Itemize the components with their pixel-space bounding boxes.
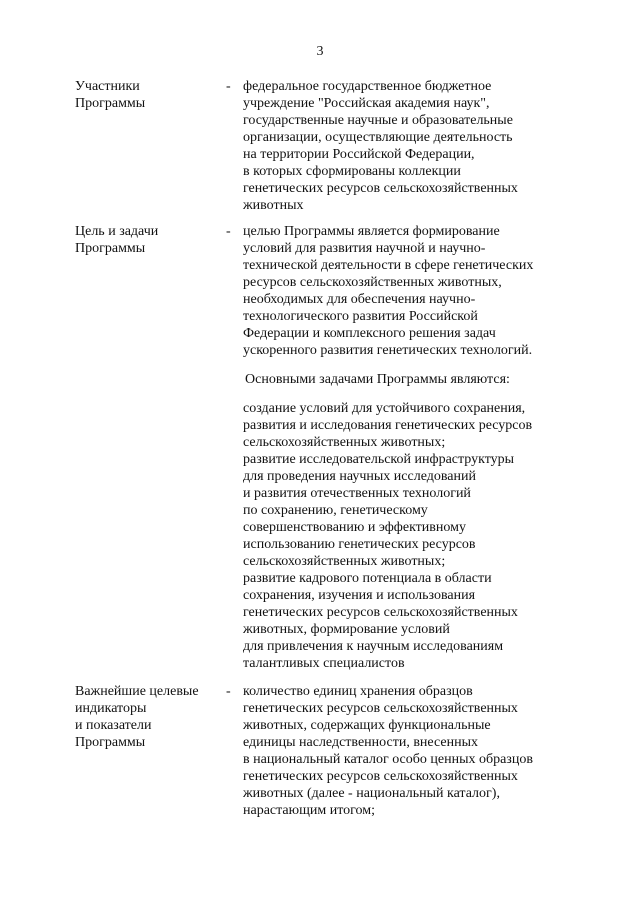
content-line: по сохранению, генетическому: [243, 503, 428, 518]
content-line: единицы наследственности, внесенных: [243, 735, 478, 750]
row-content: [243, 223, 583, 672]
content-line: учреждение "Российская академия наук",: [243, 96, 490, 111]
content-line: талантливых специалистов: [243, 656, 405, 671]
content-line: необходимых для обеспечения научно-: [243, 292, 476, 307]
row-label-line: Участники: [75, 79, 140, 94]
content-line: для проведения научных исследований: [243, 469, 476, 484]
row-label-line: и показатели: [75, 718, 152, 733]
row-dash: -: [226, 224, 231, 239]
row-content: [243, 78, 583, 214]
content-line: на территории Российской Федерации,: [243, 147, 475, 162]
content-line: условий для развития научной и научно-: [243, 241, 486, 256]
content-line: количество единиц хранения образцов: [243, 684, 473, 699]
content-line: в которых сформированы коллекции: [243, 164, 461, 179]
content-line: животных, формирование условий: [243, 622, 450, 637]
content-line: генетических ресурсов сельскохозяйственных: [243, 769, 518, 784]
row-label-line: Цель и задачи: [75, 224, 159, 239]
content-line: федеральное государственное бюджетное: [243, 79, 492, 94]
content-line: организации, осуществляющие деятельность: [243, 130, 513, 145]
content-line: развитие исследовательской инфраструктуры: [243, 452, 515, 467]
content-line: генетических ресурсов сельскохозяйственных: [243, 181, 518, 196]
content-line: ускоренного развития генетических технологий.: [243, 343, 533, 358]
content-line: животных: [243, 198, 304, 213]
tasks-heading: Основными задачами Программы являются:: [245, 372, 510, 387]
content-line: генетических ресурсов сельскохозяйственных: [243, 605, 518, 620]
content-line: развития и исследования генетических ресурсов: [243, 418, 533, 433]
content-line: сохранения, изучения и использования: [243, 588, 476, 603]
content-line: создание условий для устойчивого сохранения,: [243, 401, 526, 416]
row-label-line: Важнейшие целевые: [75, 684, 199, 699]
content-line: государственные научные и образовательные: [243, 113, 513, 128]
content-line: технологического развития Российской: [243, 309, 478, 324]
content-line: использованию генетических ресурсов: [243, 537, 476, 552]
row-label-line: Программы: [75, 735, 146, 750]
content-line: для привлечения к научным исследованиям: [243, 639, 504, 654]
row-content: [243, 683, 583, 819]
content-line: развитие кадрового потенциала в области: [243, 571, 492, 586]
row-label: [75, 78, 225, 112]
row-label: [75, 223, 225, 257]
content-line: животных, содержащих функциональные: [243, 718, 491, 733]
content-line: Федерации и комплексного решения задач: [243, 326, 496, 341]
content-line: нарастающим итогом;: [243, 803, 376, 818]
content-line: и развития отечественных технологий: [243, 486, 471, 501]
row-label-line: индикаторы: [75, 701, 147, 716]
row-dash: -: [226, 684, 231, 699]
content-line: целью Программы является формирование: [243, 224, 500, 239]
content-line: животных (далее - национальный каталог),: [243, 786, 500, 801]
row-label: [75, 683, 225, 751]
content-line: технической деятельности в сфере генетических: [243, 258, 534, 273]
page-number: 3: [316, 44, 324, 59]
content-line: в национальный каталог особо ценных образцов: [243, 752, 533, 767]
row-label-line: Программы: [75, 96, 146, 111]
content-line: совершенствованию и эффективному: [243, 520, 466, 535]
content-line: сельскохозяйственных животных;: [243, 554, 446, 569]
content-line: ресурсов сельскохозяйственных животных,: [243, 275, 502, 290]
row-dash: -: [226, 79, 231, 94]
row-label-line: Программы: [75, 241, 146, 256]
content-line: генетических ресурсов сельскохозяйственных: [243, 701, 518, 716]
content-line: сельскохозяйственных животных;: [243, 435, 446, 450]
